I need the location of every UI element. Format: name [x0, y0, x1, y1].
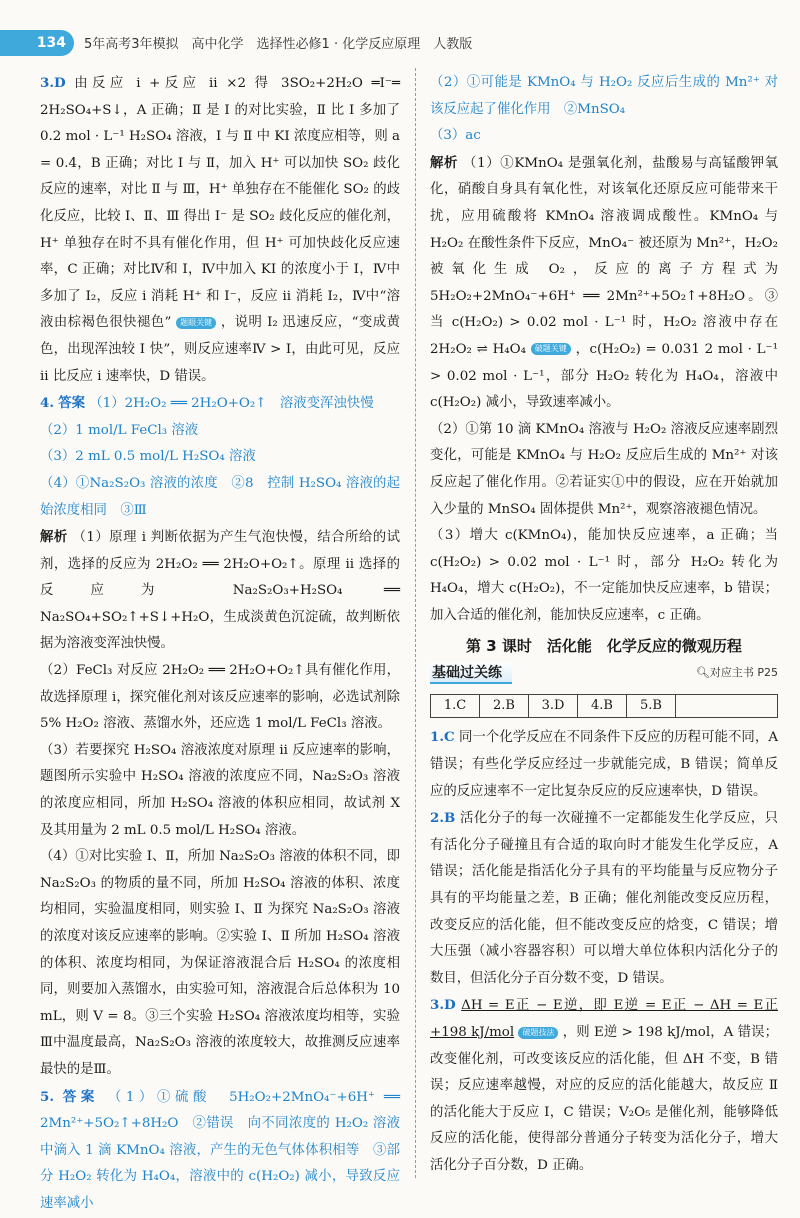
left-column [40, 70, 400, 1218]
q4-answer-label: 答案 [58, 395, 86, 412]
q3-text-2: ，说明 I₂ 迅速反应，“变成黄色，出现浑浊较 Ⅰ 快”，则反应速率Ⅳ > Ⅰ，由此可见，反应 ii 比反应 i 速率快，D 错误。 [40, 315, 400, 384]
q3-text: 由反应 i +反应 ii ×2 得 3SO₂+2H₂O ═I⁻═ 2H₂SO₄+S↓，A 正确；Ⅱ 是 Ⅰ 的对比实验，Ⅱ 比 Ⅰ 多加了 0.2 mol · L⁻¹ H₂SO₄ 溶液，Ⅰ 与 Ⅱ 中 KI 浓度应相等，则 a = 0.4，B 正确；对比 Ⅰ 与 Ⅱ，加入 H⁺ 可以加快 SO₂ 歧化反应的速率，对比 Ⅱ 与 Ⅲ，H⁺ 单独存在不能催化 SO₂ 的歧化反应，比较 Ⅰ、Ⅱ、Ⅲ 得出 I⁻ 是 SO₂ 歧化反应的催化剂，H⁺ 单独存在时不具有催化作用，但 H⁺ 可加快歧化反应速率，C 正确；对比Ⅳ和 Ⅰ，Ⅳ中加入 KI 的浓度小于 Ⅰ，Ⅳ中多加了 I₂，反应 i 消耗 H⁺ 和 I⁻，反应 ii 消耗 I₂，Ⅳ中“溶液由棕褐色很快褪色” [40, 76, 400, 331]
right-column [430, 70, 778, 1180]
answer-cell: 5.B [627, 695, 676, 717]
b1-text: 同一个化学反应在不同条件下反应的历程可能不同，A 错误；有些化学反应经过一步就能完成，B 错误；简单反应的反应速率不一定比复杂反应的反应速率快，D 错误。 [430, 730, 778, 799]
q4-analysis-3: （3）若要探究 H₂SO₄ 溶液浓度对原理 ii 反应速率的影响，题图所示实验中 H₂SO₄ 溶液的浓度应不同，Na₂S₂O₃ 溶液的浓度应相同，所加 H₂SO₄ 溶液的体积应相同，故试剂 X 及其用量为 2 mL 0.5 mol/L H₂SO₄ 溶液。 [40, 742, 400, 838]
basic-practice-label: 基础过关练 [430, 662, 512, 684]
q5-analysis-label: 解析 [430, 154, 459, 171]
header-title: 5年高考3年模拟 高中化学 选择性必修1 · 化学反应原理 人教版 [84, 37, 473, 52]
q4-answer-2: （2）1 mol/L FeCl₃ 溶液 [40, 422, 199, 438]
column-divider [415, 68, 416, 1178]
q3-badge: 题眼关键 [176, 317, 216, 329]
b2-paragraph [430, 805, 778, 992]
b3-badge: 破题技法 [518, 1027, 558, 1039]
q3-paragraph [40, 70, 400, 390]
q4-answer-3: （3）2 mL 0.5 mol/L H₂SO₄ 溶液 [40, 449, 256, 465]
q5-analysis-1 [430, 150, 778, 417]
b2-text: 活化分子的每一次碰撞不一定都能发生化学反应，只有活化分子碰撞且有合适的取向时才能发生化学反应，A 错误；活化能是指活化分子具有的平均能量与反应物分子具有的平均能量之差，B 正确；催化剂能改变反应历程，改变反应的活化能，但不能改变反应的焓变，C 错误；增大压强（减小容器容积）可以增大单位体积内活化分子的数目，但活化分子百分数不变，D 错误。 [430, 811, 778, 986]
b3-number: 3.D [430, 997, 456, 1014]
answer-cell: 3.D [529, 695, 578, 717]
q3-number: 3.D [40, 75, 66, 91]
b3-text-2: ，则 E逆 > 198 kJ/mol，A 错误；改变催化剂，可改变该反应的活化能，但 ΔH 不变，B 错误；反应速率越慢，对应的反应的活化能越大，故反应 Ⅱ 的活化能大于反应 Ⅰ，C 错误；V₂O₅ 是催化剂，能够降低反应的活化能，使得部分普通分子转变为活化分子，增大活化分子百分数，D 正确。 [430, 1025, 778, 1173]
q4-analysis-label: 解析 [40, 529, 68, 546]
q5-analysis-3: （3）增大 c(KMnO₄)，能加快反应速率，a 正确；当 c(H₂O₂) > 0.02 mol · L⁻¹ 时，部分 H₂O₂ 转化为 H₄O₄，增大 c(H₂O₂)，不一定能加快反应速率，b 错误；加入合适的催化剂，能加快反应速率，c 正确。 [430, 528, 778, 623]
b3-text: ΔH = E正 − E逆，即 E逆 = E正 − ΔH = E正 +198 kJ/mol [430, 998, 778, 1040]
section-title: 第 3 课时 活化能 化学反应的微观历程 [466, 637, 742, 656]
page-number: 134 [0, 30, 74, 56]
q5-badge: 破题关键 [531, 343, 571, 355]
q5-analysis-1-text: （1）①KMnO₄ 是强氧化剂，盐酸易与高锰酸钾氧化，硝酸自身具有氧化性，对该氧化还原反应可能带来干扰，应用硫酸将 KMnO₄ 溶液调成酸性。KMnO₄ 与 H₂O₂ 在酸性条件下反应，MnO₄⁻ 被还原为 Mn²⁺，H₂O₂ 被氧化生成 O₂，反应的离子方程式为 5H₂O₂+2MnO₄⁻+6H⁺ ══ 2Mn²⁺+5O₂↑+8H₂O。③当 c(H₂O₂) > 0.02 mol · L⁻¹ 时，H₂O₂ 溶液中存在 2H₂O₂ ⇌ H₄O₄ [430, 155, 779, 357]
q5-answer-1: （1）①硫酸 5H₂O₂+2MnO₄⁻+6H⁺ ══ 2Mn²⁺+5O₂↑+8H₂O ②错误 向不同浓度的 H₂O₂ 溶液中滴入 1 滴 KMnO₄ 溶液，产生的无色气体体积相等 ③部分 H₂O₂ 转化为 H₄O₄，溶液中的 c(H₂O₂) 减小，导致反应速率减小 [40, 1089, 400, 1211]
b1-paragraph [430, 724, 778, 805]
page-header [0, 30, 800, 56]
q4-analysis-1-text: （1）原理 i 判断依据为产生气泡快慢，结合所给的试剂，选择的反应为 2H₂O₂ ══ 2H₂O+O₂↑。原理 ii 选择的反应为 Na₂S₂O₃+H₂SO₄ ══ Na₂SO₄+SO₂↑+S↓+H₂O，生成淡黄色沉淀硫，故判断依据为溶液变浑浊快慢。 [40, 530, 400, 652]
q5-analysis-1-text-2: ，c(H₂O₂) = 0.031 2 mol · L⁻¹ > 0.02 mol · L⁻¹，部分 H₂O₂ 转化为 H₄O₄，溶液中 c(H₂O₂) 减小，导致速率减小。 [430, 341, 778, 411]
q5-answer [40, 1084, 400, 1218]
basic-practice-header [430, 660, 778, 690]
q4-answer-1: （1）2H₂O₂ ══ 2H₂O+O₂↑ 溶液变浑浊快慢 [89, 396, 374, 412]
q5-number: 5. [40, 1088, 54, 1105]
b1-number: 1.C [430, 729, 455, 746]
basic-practice-reference: 🔍︎对应主书 P25 [695, 666, 778, 680]
b2-number: 2.B [430, 810, 456, 827]
q4-analysis-4: （4）①对比实验 Ⅰ、Ⅱ，所加 Na₂S₂O₃ 溶液的体积不同，即 Na₂S₂O₃ 的物质的量不同，所加 H₂SO₄ 溶液的体积、浓度均相同，实验温度相同，则实验 Ⅰ、Ⅱ 为探究 Na₂S₂O₃ 溶液的浓度对该反应速率的影响。②实验 Ⅰ、Ⅱ 所加 H₂SO₄ 溶液的体积、浓度均相同，为保证溶液混合后 H₂SO₄ 的浓度相同，则要加入蒸馏水，由实验可知，溶液混合后总体积为 10 mL，则 V = 8。③三个实验 H₂SO₄ 溶液浓度均相等，实验Ⅲ中温度最高，Na₂S₂O₃ 溶液的浓度较大，故推测反应速率最快的是Ⅲ。 [40, 849, 400, 1077]
answer-cell: 1.C [431, 695, 480, 717]
q5-answer-label: 答案 [62, 1088, 99, 1105]
answer-cell-empty [676, 695, 777, 717]
q4-analysis-2: （2）FeCl₃ 对反应 2H₂O₂ ══ 2H₂O+O₂↑具有催化作用，故选择原理 i，探究催化剂对该反应速率的影响，必选试剂除 5% H₂O₂ 溶液、蒸馏水外，还应选 1 mol/L FeCl₃ 溶液。 [40, 663, 400, 732]
q4-number: 4. [40, 395, 54, 412]
answer-cell: 2.B [480, 695, 529, 717]
q5-answer-2: （2）①可能是 KMnO₄ 与 H₂O₂ 反应后生成的 Mn²⁺ 对该反应起了催化作用 ②MnSO₄ [430, 75, 778, 117]
q4-analysis-1 [40, 524, 400, 658]
q4-answer [40, 390, 400, 418]
q5-analysis-2: （2）①第 10 滴 KMnO₄ 溶液与 H₂O₂ 溶液反应速率剧烈变化，可能是 KMnO₄ 与 H₂O₂ 反应后生成的 Mn²⁺ 对该反应起了催化作用。②若证实①中的假设，应在开始就加入少量的 MnSO₄ 固体提供 Mn²⁺，观察溶液褪色情况。 [430, 421, 778, 517]
answer-cell: 4.B [578, 695, 627, 717]
search-icon: 🔍︎ [695, 666, 710, 680]
q4-answer-4: （4）①Na₂S₂O₃ 溶液的浓度 ②8 控制 H₂SO₄ 溶液的起始浓度相同 ③Ⅲ [40, 475, 400, 518]
q5-answer-3: （3）ac [430, 128, 481, 144]
b3-paragraph [430, 992, 778, 1179]
answer-table [430, 694, 778, 718]
